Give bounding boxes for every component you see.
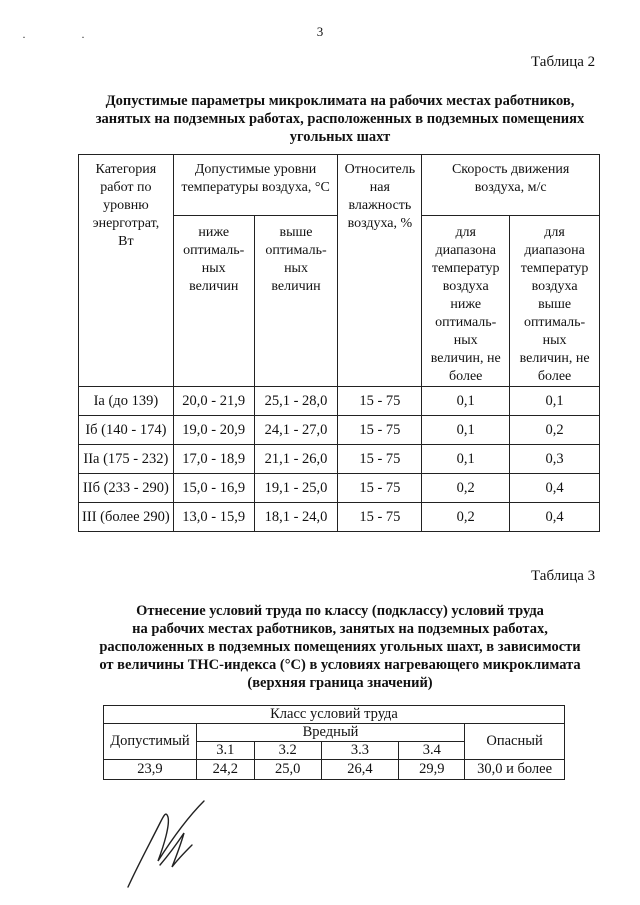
header-speed-below: для диапазона температур воздуха ниже оптималь- ных величин, не более bbox=[422, 216, 510, 387]
table-row: IIа (175 - 232) 17,0 - 18,9 21,1 - 26,0 15 - 75 0,1 0,3 bbox=[79, 445, 600, 474]
subclass-3-3: 3.3 bbox=[321, 742, 399, 760]
table-row: III (более 290) 13,0 - 15,9 18,1 - 24,0 15 - 75 0,2 0,4 bbox=[79, 503, 600, 532]
header-humidity: Относитель ная влажность воздуха, % bbox=[338, 155, 422, 387]
table3 bbox=[103, 705, 565, 780]
header-allowed: Допустимый bbox=[104, 724, 197, 760]
table3-label: Таблица 3 bbox=[531, 568, 596, 584]
table-row bbox=[104, 760, 565, 780]
table3-title-line: (верхняя граница значений) bbox=[247, 675, 433, 691]
header-air-speed: Скорость движения воздуха, м/с bbox=[422, 155, 600, 216]
header-category: Категория работ по уровню энерготрат, Вт bbox=[79, 155, 174, 387]
value-allowed: 23,9 bbox=[104, 760, 197, 780]
header-temp-above: выше оптималь- ных величин bbox=[254, 216, 338, 387]
table2-title-line: угольных шахт bbox=[289, 129, 391, 145]
table-row: Iб (140 - 174) 19,0 - 20,9 24,1 - 27,0 15 - 75 0,1 0,2 bbox=[79, 416, 600, 445]
page-number: 3 bbox=[316, 24, 324, 39]
table2-title-line: Допустимые параметры микроклимата на рабочих местах работников, bbox=[105, 93, 575, 109]
value-3-4: 29,9 bbox=[399, 760, 465, 780]
table3-title-line: от величины ТНС-индекса (°С) в условиях нагревающего микроклимата bbox=[99, 657, 581, 673]
table2-label: Таблица 2 bbox=[531, 54, 596, 70]
table3-title-line: на рабочих местах работников, занятых на подземных работах, bbox=[132, 621, 548, 637]
value-3-3: 26,4 bbox=[321, 760, 399, 780]
header-temp-below: ниже оптималь- ных величин bbox=[173, 216, 254, 387]
value-3-1: 24,2 bbox=[196, 760, 254, 780]
subclass-3-4: 3.4 bbox=[399, 742, 465, 760]
value-dangerous: 30,0 и более bbox=[465, 760, 565, 780]
value-3-2: 25,0 bbox=[254, 760, 321, 780]
header-temperature: Допустимые уровни температуры воздуха, °С bbox=[173, 155, 338, 216]
table3-title bbox=[60, 602, 620, 692]
header-work-class: Класс условий труда bbox=[104, 706, 565, 724]
header-harmful: Вредный bbox=[196, 724, 464, 742]
signature-image bbox=[120, 795, 230, 895]
header-dangerous: Опасный bbox=[465, 724, 565, 760]
table3-title-line: расположенных в подземных помещениях угольных шахт, в зависимости bbox=[99, 639, 581, 655]
table3-title-line: Отнесение условий труда по классу (подклассу) условий труда bbox=[136, 603, 544, 619]
subclass-3-1: 3.1 bbox=[196, 742, 254, 760]
page-marks: · · bbox=[22, 30, 111, 44]
header-speed-above: для диапазона температур воздуха выше оптималь- ных величин, не более bbox=[510, 216, 600, 387]
table2-title-line: занятых на подземных работах, расположенных в подземных помещениях bbox=[95, 111, 585, 127]
subclass-3-2: 3.2 bbox=[254, 742, 321, 760]
table2-title bbox=[60, 92, 620, 146]
table-row: Iа (до 139) 20,0 - 21,9 25,1 - 28,0 15 - 75 0,1 0,1 bbox=[79, 387, 600, 416]
table2 bbox=[78, 154, 600, 532]
table-row: IIб (233 - 290) 15,0 - 16,9 19,1 - 25,0 15 - 75 0,2 0,4 bbox=[79, 474, 600, 503]
